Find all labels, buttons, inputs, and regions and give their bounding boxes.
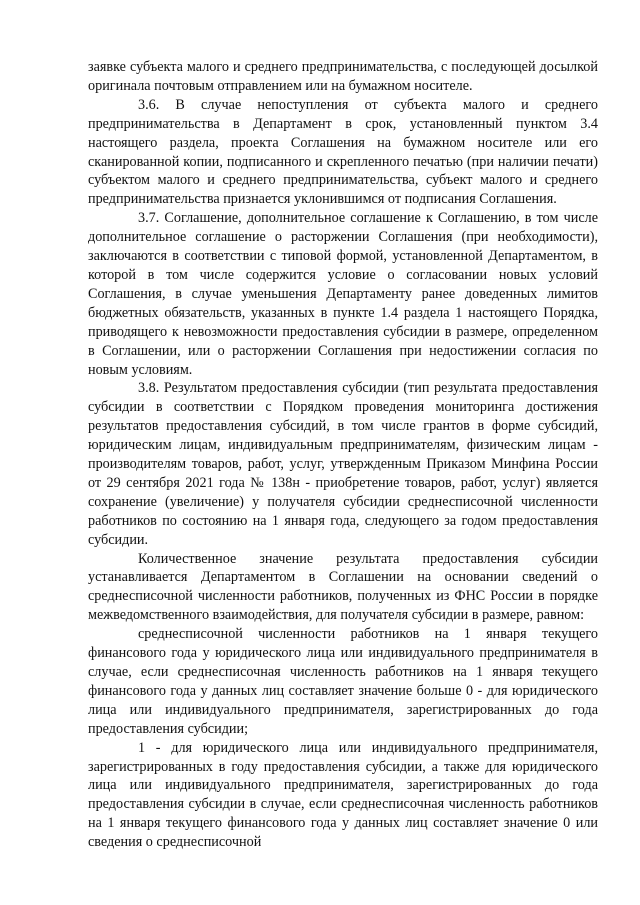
paragraph-3-8: 3.8. Результатом предоставления субсидии (тип результата предоставления субсидии в соответствии с Порядком проведения мониторинга достижения результатов предоставления субсидий, в том числе грантов в форме субсидий, юридическим лицам, индивидуальным предпринимателям, физическим лицам - производителям товаров, работ, услуг, утвержденным Приказом Минфина России от 29 сентября 2021 года № 138н - приобретение товаров, работ, услуг) является сохранение (увеличение) у получателя субсидии среднесписочной численности работников по состоянию на 1 января года, следующего за годом предоставления субсидии. (88, 380, 598, 548)
paragraph-value-one: 1 - для юридического лица или индивидуального предпринимателя, зарегистрированных в году предоставления субсидии, а также для юридического лица или индивидуального предпринимателя, зарегистрированных до года предоставления субсидии в случае, если среднесписочная численность работников на 1 января текущего финансового года у данных лиц составляет значение 0 или сведения о среднесписочной (88, 739, 598, 851)
paragraph-3-6: 3.6. В случае непоступления от субъекта малого и среднего предпринимательства в Департамент в срок, установленный пунктом 3.4 настоящего раздела, проекта Соглашения на бумажном носителе или его сканированной копии, подписанного и скрепленного печатью (при наличии печати) субъектом малого и среднего предпринимательства, субъект малого и среднего предпринимательства признается уклонившимся от подписания Соглашения. (88, 96, 598, 208)
paragraph-3-7: 3.7. Соглашение, дополнительное соглашение к Соглашению, в том числе дополнительное соглашение о расторжении Соглашения (при необходимости), заключаются в соответствии с типовой формой, установленной Департаментом, в которой в том числе содержится условие о согласовании новых условий Соглашения, в случае уменьшения Департаменту ранее доведенных лимитов бюджетных обязательств, указанных в пункте 1.4 раздела 1 настоящего Порядка, приводящего к невозможности предоставления субсидии в размере, определенном в Соглашении, или о расторжении Соглашения при недостижении согласия по новым условиям. (88, 210, 598, 378)
paragraph-average-headcount: среднесписочной численности работников на 1 января текущего финансового года у юридического лица или индивидуального предпринимателя в случае, если среднесписочная численность работников на 1 января текущего финансового года у данных лиц составляет значение больше 0 - для юридического лица или индивидуального предпринимателя, зарегистрированных до года предоставления субсидии; (88, 626, 598, 737)
paragraph-continuation: заявке субъекта малого и среднего предпринимательства, с последующей досылкой оригинала почтовым отправлением или на бумажном носителе. (88, 59, 598, 94)
document-page (88, 58, 598, 852)
paragraph-quantitative-value: Количественное значение результата предоставления субсидии устанавливается Департаментом в Соглашении на основании сведений о среднесписочной численности работников, полученных из ФНС России в порядке межведомственного взаимодействия, для получателя субсидии в размере, равном: (88, 550, 598, 624)
